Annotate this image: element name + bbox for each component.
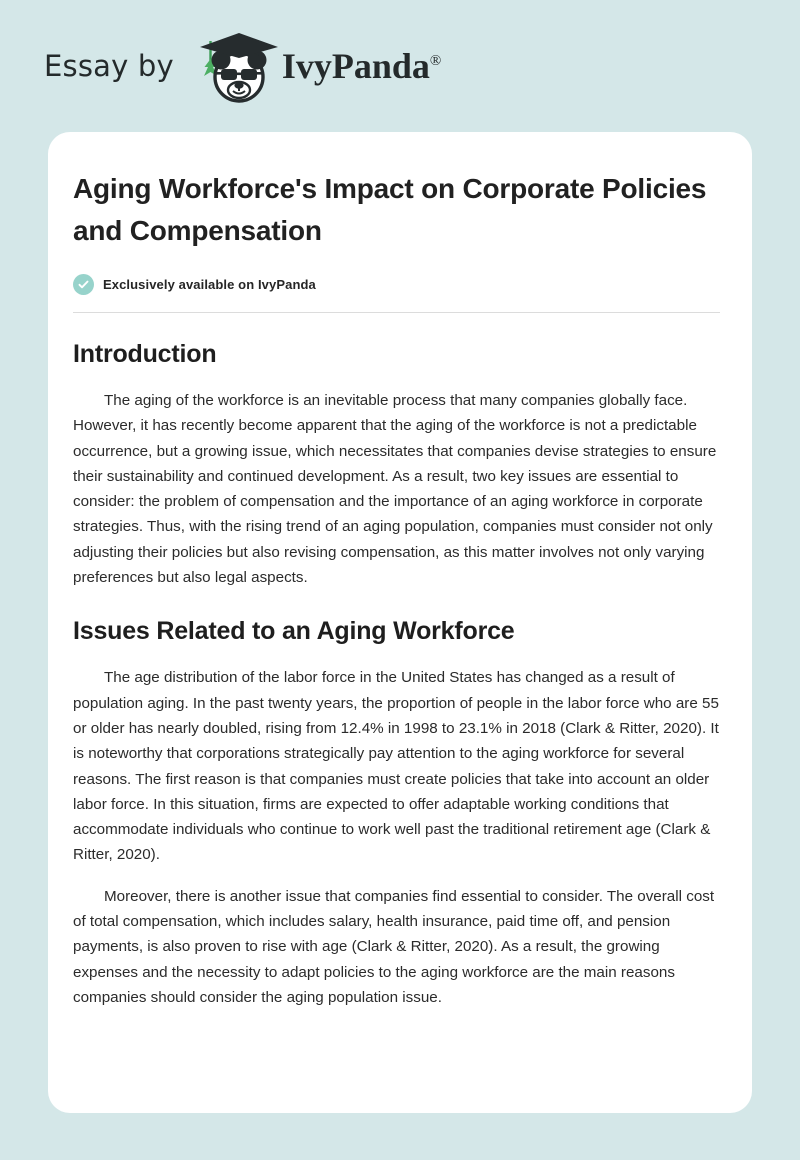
exclusive-badge-label: Exclusively available on IvyPanda [103,277,316,292]
wordmark-text: IvyPanda [281,46,430,86]
title-divider [73,312,720,313]
panda-logo-icon [188,27,280,105]
section-heading-issues-related-to-an-aging-workforce: Issues Related to an Aging Workforce [73,617,515,646]
essay-paper-card [48,132,752,1113]
paragraph-introduction-1: The aging of the workforce is an inevitable process that many companies globally face. However, it has recently become apparent that the aging of the workforce is not a predictable occurrence, but a growing issue, which necessitates that companies devise strategies to ensure their sustainability and continued development. As a result, two key issues are essential to consider: the problem of compensation and the importance of an aging workforce in corporate strategies. Thus, with the rising trend of an aging population, companies must consider not only adjusting their policies but also revising compensation, as this matter involves not only varying preferences but also legal aspects. [73,392,717,587]
paragraph-issues-1: The age distribution of the labor force in the United States has changed as a result of population aging. In the past twenty years, the proportion of people in the labor force who are 55 or older has nearly doubled, rising from 12.4% in 1998 to 23.1% in 2018 (Clark & Ritter, 2020). It is noteworthy that corporations strategically pay attention to the aging workforce for several reasons. The first reason is that companies must create policies that take into account an older labor force. In this situation, firms are expected to offer adaptable working conditions that accommodate individuals who continue to work well past the traditional retirement age (Clark & Ritter, 2020). [73,669,719,864]
exclusive-availability-badge [73,274,720,295]
essay-by-label: Essay by [44,48,174,83]
paragraph-issues-2: Moreover, there is another issue that companies find essential to consider. The overall cost of total compensation, which includes salary, health insurance, paid time off, and pension payments, is also proven to rise with age (Clark & Ritter, 2020). As a result, the growing expenses and the necessity to adapt policies to the aging workforce are the main reasons companies should consider the aging population issue. [73,887,715,1006]
check-circle-icon [73,274,94,295]
ivypanda-logo[interactable] [188,27,441,105]
brand-header [0,0,800,132]
registered-mark: ® [429,53,442,69]
section-heading-introduction: Introduction [73,340,217,368]
ivypanda-wordmark [282,48,441,84]
page-title: Aging Workforce's Impact on Corporate Policies and Compensation [73,173,707,246]
